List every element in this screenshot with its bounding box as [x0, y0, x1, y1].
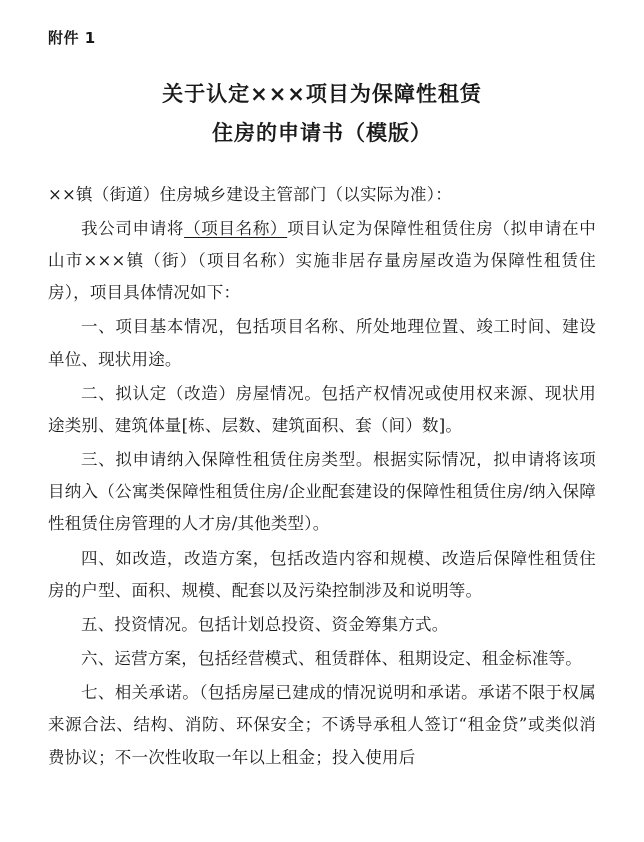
paragraph-item-2 — [48, 378, 596, 442]
paragraph-text: 一、项目基本情况，包括项目名称、所处地理位置、竣工时间、建设单位、现状用途。 — [48, 317, 596, 369]
paragraph-item-3 — [48, 444, 596, 541]
paragraph-list — [48, 213, 596, 774]
paragraph-item-1 — [48, 311, 596, 375]
paragraph-text: 项目认定为保障性租赁住房（拟申请在中山市×××镇（街）（项目名称）实施非居存量房屋改造为保障性租赁住房），项目具体情况如下： — [48, 218, 596, 303]
page-title — [48, 75, 596, 153]
page-title-line-1: 关于认定×××项目为保障性租赁 — [162, 82, 482, 106]
paragraph-item-4 — [48, 543, 596, 607]
paragraph-item-7 — [48, 677, 596, 774]
salutation: ××镇（街道）住房城乡建设主管部门（以实际为准）： — [48, 184, 452, 204]
paragraph-intro — [48, 213, 596, 310]
paragraph-text: 四、如改造，改造方案，包括改造内容和规模、改造后保障性租赁住房的户型、面积、规模、配套以及污染控制涉及和说明等。 — [48, 548, 596, 600]
paragraph-text: 五、投资情况。包括计划总投资、资金筹集方式。 — [81, 614, 449, 634]
page-title-line-2: 住房的申请书（模版） — [212, 120, 432, 145]
paragraph-text: 七、相关承诺。（包括房屋已建成的情况说明和承诺。承诺不限于权属来源合法、结构、消防、环保安全；不诱导承租人签订“租金贷”或类似消费协议；不一次性收取一年以上租金；投入使用后 — [48, 683, 596, 767]
paragraph-text: 三、拟申请纳入保障性租赁住房类型。根据实际情况，拟申请将该项目纳入（公寓类保障性租赁住房/企业配套建设的保障性租赁住房/纳入保障性租赁住房管理的人才房/其他类型）。 — [48, 450, 596, 534]
paragraph-text: 二、拟认定（改造）房屋情况。包括产权情况或使用权来源、现状用途类别、建筑体量[栋、层数、建筑面积、套（间）数]。 — [48, 383, 596, 435]
paragraph-item-5 — [48, 609, 596, 641]
paragraph-text: 六、运营方案，包括经营模式、租赁群体、租期设定、租金标准等。 — [81, 649, 582, 669]
paragraph-item-6 — [48, 643, 596, 675]
document-body — [48, 179, 596, 774]
attachment-label: 附件 1 — [48, 29, 96, 47]
underlined-blank: （项目名称） — [184, 218, 288, 238]
paragraph-text: 我公司申请将 — [81, 218, 185, 238]
